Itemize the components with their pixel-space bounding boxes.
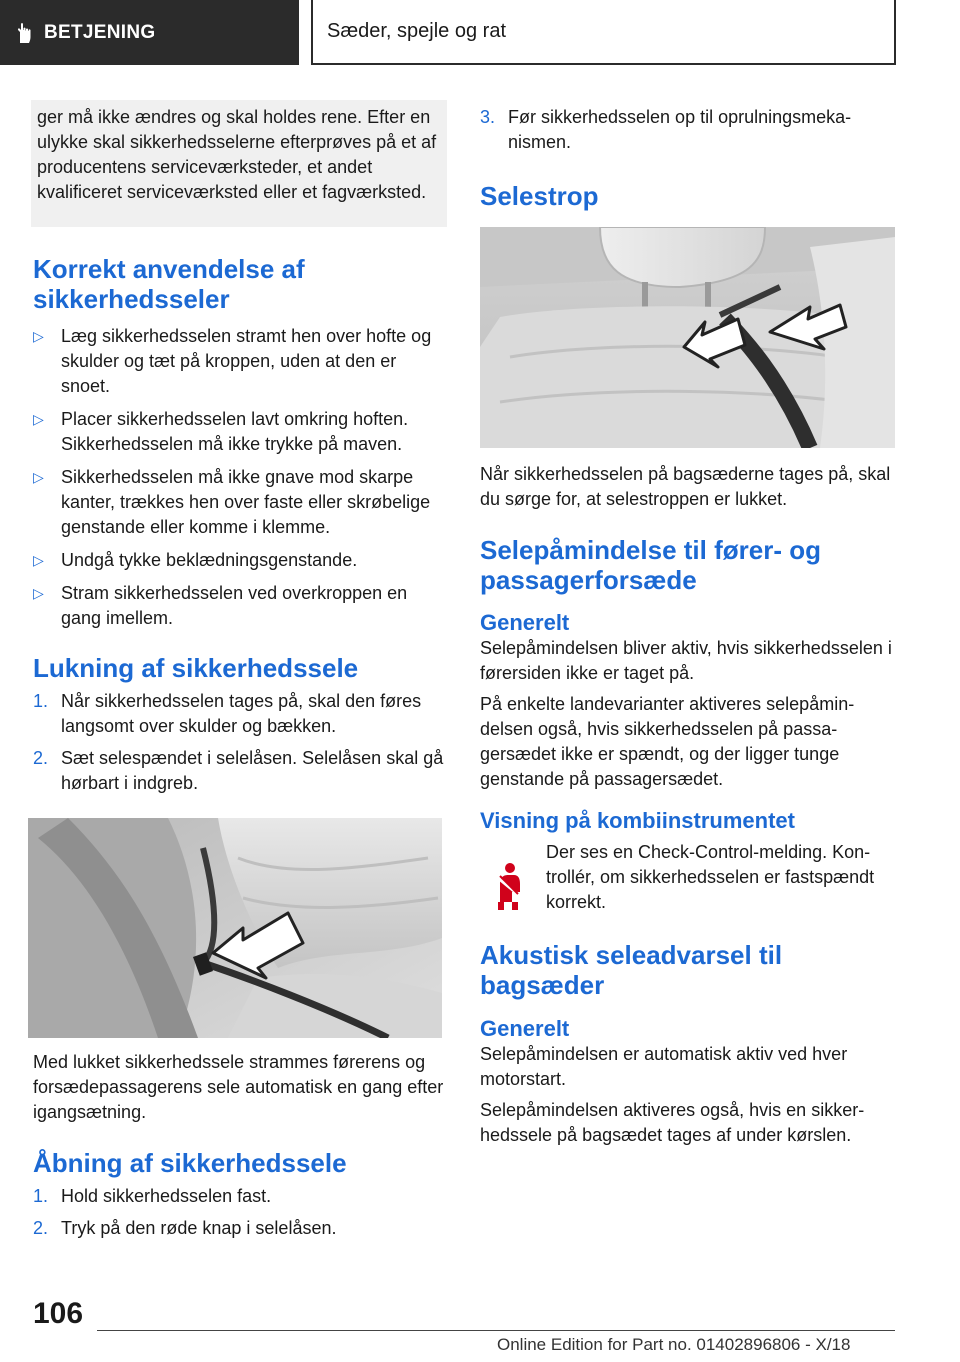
bullet-marker: ▷ xyxy=(33,552,44,568)
step-text: Når sikkerhedsselen tages på, skal den føres langsomt over skulder og bækken. xyxy=(61,691,422,736)
photo-caption: Med lukket sikkerhedssele strammes førerens og forsædepassagerens sele automatisk en gang efter igangsætning. xyxy=(33,1052,444,1122)
bullet-marker: ▷ xyxy=(33,585,44,601)
step-text: Tryk på den røde knap i selelåsen. xyxy=(61,1218,337,1238)
step-number: 2. xyxy=(33,1218,49,1238)
hand-pointer-icon xyxy=(12,21,36,45)
page-number: 106 xyxy=(33,1297,84,1330)
step-item xyxy=(480,105,896,155)
heading-general-2: Generelt xyxy=(480,1016,570,1041)
note-text: ger må ikke ændres og skal holdes rene. Efter en ulykke skal sikkerhedsselerne efterprøves på et af producentens serviceværksteder, et andet kvalificeret serviceværksted eller et fagværksted. xyxy=(37,107,437,202)
step-item xyxy=(33,746,447,796)
close-steps xyxy=(33,689,447,796)
heading-close-belt: Lukning af sikkerhedssele xyxy=(33,653,359,683)
step-number: 1. xyxy=(33,691,49,711)
note-box xyxy=(31,100,447,227)
section-tab xyxy=(0,0,299,65)
step-text: Sæt selespændet i selelåsen. Selelåsen skal gå hørbart i indgreb. xyxy=(61,748,444,793)
step-number: 2. xyxy=(33,748,49,768)
bullet-marker: ▷ xyxy=(33,411,44,427)
list-item xyxy=(33,407,447,457)
list-item xyxy=(33,324,447,399)
step-item xyxy=(33,1216,447,1241)
general2-paragraph-2: Selepåmindelsen aktiveres også, hvis en sikkerhedssele på bagsædet tages af under kørslen. xyxy=(480,1100,865,1145)
list-item-text: Læg sikkerhedsselen stramt hen over hofte og skulder og tæt på kroppen, uden at den er snoet. xyxy=(61,326,432,396)
list-item-text: Placer sikkerhedsselen lavt omkring hoften. Sikkerhedsselen må ikke trykke på maven. xyxy=(61,409,409,454)
step-item xyxy=(33,1184,447,1209)
belt-buckle-illustration xyxy=(28,818,442,1038)
rear-seat-strap-illustration xyxy=(480,227,895,448)
heading-cluster-display: Visning på kombiinstrumentet xyxy=(480,808,795,833)
heading-strap: Selestrop xyxy=(480,181,599,211)
list-item xyxy=(33,581,447,631)
footer-divider xyxy=(97,1330,895,1331)
step-number: 3. xyxy=(480,107,496,127)
list-item xyxy=(33,548,447,573)
right-column xyxy=(480,100,896,1148)
list-item-text: Sikkerhedsselen må ikke gnave mod skarpe kanter, trækkes hen over faste eller skrøbelige genstande eller komme i klemme. xyxy=(61,467,431,537)
display-row xyxy=(480,840,896,915)
left-column xyxy=(33,100,447,1241)
heading-belt-reminder: Selepåmindelse til fører- og passagerforsæde xyxy=(480,535,821,595)
bullet-marker: ▷ xyxy=(33,328,44,344)
strap-text: Når sikkerhedsselen på bagsæderne tages på, skal du sørge for, at selestroppen er lukket. xyxy=(480,464,891,509)
open-steps xyxy=(33,1184,447,1241)
belt-buckle-photo xyxy=(28,818,442,1038)
bullet-list xyxy=(33,324,447,631)
general1-paragraph-1: Selepåmindelsen bliver aktiv, hvis sikkerhedsselen i førersiden ikke er taget på. xyxy=(480,638,892,683)
heading-general-1: Generelt xyxy=(480,610,570,635)
seatbelt-warning-icon xyxy=(490,862,526,910)
general1-paragraph-2: På enkelte landevarianter aktiveres selepåmindelsen også, hvis sikkerhedsselen på passagersædet ikke er spændt, og der ligger tunge genstande på passagersædet. xyxy=(480,694,855,789)
general2-paragraph-1: Selepåmindelsen er automatisk aktiv ved hver motorstart. xyxy=(480,1044,848,1089)
list-item-text: Undgå tykke beklædningsgenstande. xyxy=(61,550,358,570)
chapter-title xyxy=(311,0,896,65)
heading-open-belt: Åbning af sikkerhedssele xyxy=(33,1148,347,1178)
step-item xyxy=(33,689,447,739)
edition-text: Online Edition for Part no. 01402896806 - X/18 xyxy=(497,1335,851,1354)
section-tab-label: BETJENING xyxy=(44,21,156,43)
step-text: Hold sikkerhedsselen fast. xyxy=(61,1186,272,1206)
display-text: Der ses en Check-Control-melding. Kontrollér, om sikkerhedsselen er fastspændt korrekt. xyxy=(546,842,875,912)
bullet-marker: ▷ xyxy=(33,469,44,485)
heading-correct-use: Korrekt anvendelse af sikkerhedsseler xyxy=(33,254,305,314)
list-item-text: Stram sikkerhedsselen ved overkroppen en gang imellem. xyxy=(61,583,408,628)
rear-seat-strap-photo xyxy=(480,227,895,448)
step-number: 1. xyxy=(33,1186,49,1206)
list-item xyxy=(33,465,447,540)
step-text: Før sikkerhedsselen op til oprulningsmekanismen. xyxy=(508,107,852,152)
chapter-title-text: Sæder, spejle og rat xyxy=(327,20,506,42)
heading-acoustic-warning: Akustisk seleadvarsel til bagsæder xyxy=(480,940,783,1000)
